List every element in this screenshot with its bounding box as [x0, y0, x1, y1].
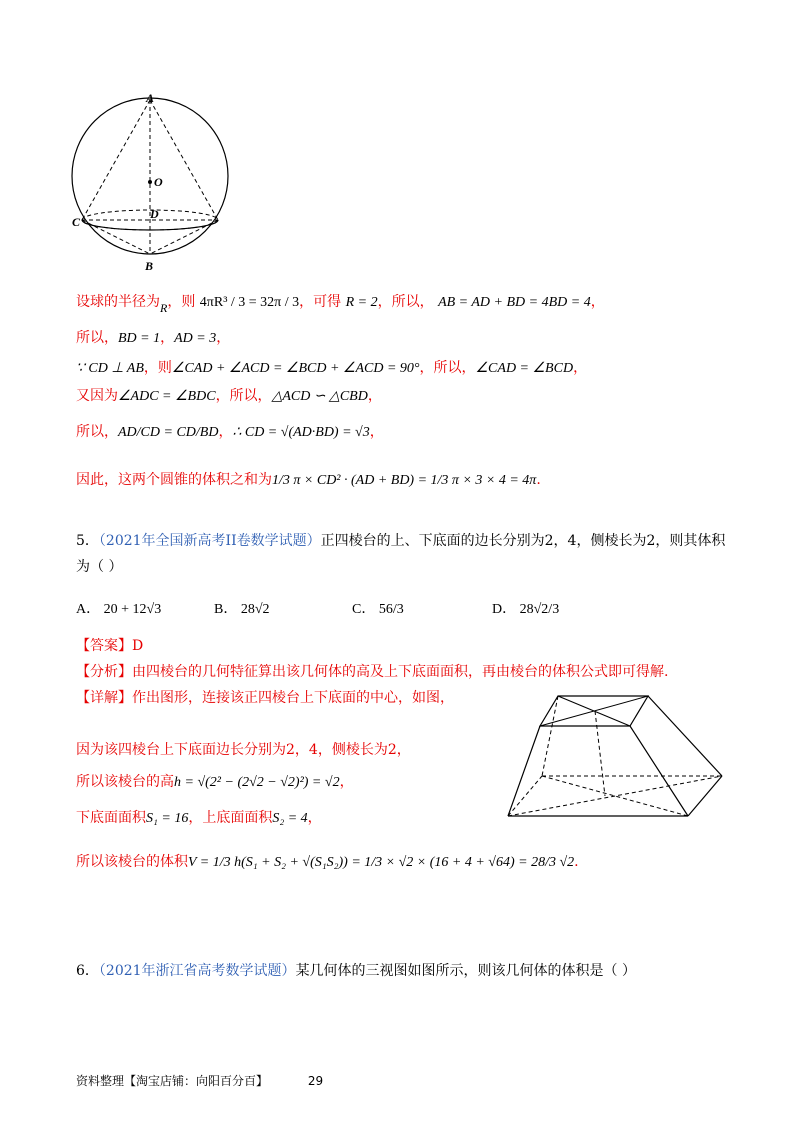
q5-stem-line1: 5．（2021年全国新高考II卷数学试题）正四棱台的上、下底面的边长分别为2，4，侧棱长为2，则其体积	[76, 533, 726, 549]
q5-detail-4: 所以该棱台的体积V = 1/3 h(S₁ + S₂ + √(S₁S₂)) = 1/3 × √2 × (16 + 4 + √64) = 28/3 √2.	[76, 854, 579, 870]
frustum-figure	[500, 688, 730, 828]
q5-option-a[interactable]: A． 20 + 12√3	[76, 602, 162, 617]
sol4-line5: 所以，AD/CD = CD/BD，∴ CD = √(AD·BD) = √3，	[76, 424, 384, 440]
page-footer: 资料整理【淘宝店铺：向阳百分百】 29	[76, 1074, 324, 1088]
q5-detail-2: 所以该棱台的高h = √(2² − (2√2 − √2)²) = √2，	[76, 774, 354, 790]
sol4-eq2: R = 2	[345, 295, 378, 310]
sol4-eq3: AB = AD + BD = 4BD = 4	[438, 295, 591, 310]
q5-detail: 【详解】作出图形，连接该正四棱台上下底面的中心，如图，	[76, 690, 454, 706]
q5-answer: 【答案】D	[76, 638, 144, 654]
q5-source: （2021年全国新高考II卷数学试题）	[98, 533, 321, 549]
q5-option-b[interactable]: B． 28√2	[214, 602, 270, 617]
sol4-line1: 设球的半径为R，则 4πR³ / 3 = 32π / 3，可得 R = 2，所以， AB = AD + BD = 4BD = 4，	[76, 294, 605, 315]
label-b: B	[145, 259, 154, 273]
sphere-cone-figure	[70, 90, 240, 275]
sol4-eq1: 4πR³ / 3 = 32π / 3	[199, 295, 300, 310]
q5-detail-3: 下底面面积S₁ = 16，上底面面积S₂ = 4，	[76, 810, 322, 826]
sol4-line6: 因此，这两个圆锥的体积之和为1/3 π × CD² · (AD + BD) = 1/3 π × 3 × 4 = 4π.	[76, 472, 541, 488]
label-a: A	[146, 91, 155, 105]
q5-stem-line2: 为（ ）	[76, 559, 123, 575]
sol4-line4: 又因为∠ADC = ∠BDC，所以，△ACD ∽ △CBD，	[76, 388, 382, 404]
q6-source: （2021年浙江省高考数学试题）	[98, 963, 296, 979]
label-d: D	[150, 207, 159, 221]
sol4-line2: 所以，BD = 1，AD = 3，	[76, 330, 231, 346]
q5-option-d[interactable]: D． 28√2/3	[492, 602, 560, 617]
label-o: O	[154, 175, 163, 189]
sol4-line3: ∵ CD ⊥ AB，则∠CAD + ∠ACD = ∠BCD + ∠ACD = 90°，所以，∠CAD = ∠BCD，	[76, 360, 588, 376]
q5-option-c[interactable]: C． 56/3	[352, 602, 404, 617]
q5-detail-1: 因为该四棱台上下底面边长分别为2，4，侧棱长为2，	[76, 742, 411, 758]
q5-analysis: 【分析】由四棱台的几何特征算出该几何体的高及上下底面面积，再由棱台的体积公式即可得解.	[76, 664, 669, 680]
page-number: 29	[307, 1074, 324, 1088]
q6-stem: 6．（2021年浙江省高考数学试题）某几何体的三视图如图所示，则该几何体的体积是（ ）	[76, 963, 637, 979]
label-c: C	[72, 215, 81, 229]
